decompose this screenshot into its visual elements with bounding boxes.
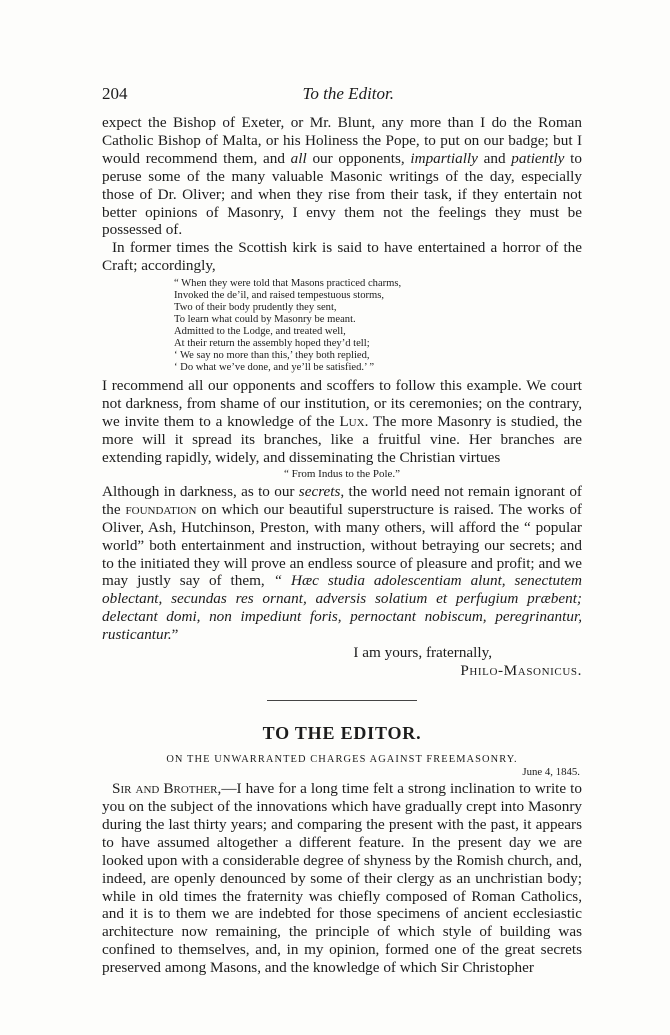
verse-line: ‘ Do what we’ve done, and ye’ll be satisfied.’ ” (174, 361, 375, 373)
letter1-paragraph-4 (102, 483, 582, 644)
verse-quotation (174, 278, 582, 373)
text-run: ” (171, 626, 179, 644)
running-head: To the Editor. (302, 84, 394, 103)
text-run: Lux (339, 413, 365, 431)
text-run: ,—I have for a long time felt a strong inclination to write to you on the subject of the innovations which have gradually crept into Masonry during the last thirty years; and comparing the present with the past, it appears to have assumed altogether a different feature. In the present day we are looked upon with a considerable degree of shyness by the Romish church, and, indeed, are openly denounced by some of their clergy as an unchristian body; while in old times the fraternity was chiefly composed of Roman Catholics, and it is to them we are indebted for those specimens of ancient ecclesiastic architecture now remaining, the principle of which style of building was confined to themselves, and, in my opinion, formed one of the great secrets preserved among Masons, and the knowledge of which Sir Christopher (102, 780, 582, 977)
text-run: foundation (125, 500, 197, 518)
letter-date: June 4, 1845. (522, 766, 580, 779)
text-run: our opponents, (306, 149, 411, 167)
text-run: secrets (298, 482, 341, 500)
text-run: on which our beautiful superstructure is raised. The works of Oliver, Ash, Hutchinson, Preston, with many others, will afford the “ popular world” both entertainment and instruction, without betraying our secrets; and to the initiated they will prove an endless source of pleasure and profit; and we may justly say of them, (102, 500, 582, 590)
verse-line: “ When they were told that Masons practiced charms, (174, 278, 402, 290)
letter1-paragraph-1 (102, 114, 582, 239)
page-header (102, 84, 582, 104)
signature: Philo-Masonicus. (460, 662, 582, 680)
verse-line: ‘ We say no more than this,’ they both replied, (174, 349, 370, 361)
text-run: to peruse some of the many valuable Masonic writings of the day, especially those of Dr. Oliver; and when they rise from their task, if they entertain not better opinions of Masonry, I envy them not the feelings they must be possessed of. (102, 149, 582, 239)
verse-line: At their return the assembly hoped they’d tell; (174, 337, 370, 349)
text-run: Although in darkness, as to our (102, 482, 299, 500)
text-run: patiently (511, 149, 565, 167)
section-title: TO THE EDITOR. (262, 723, 422, 744)
text-run: expect the Bishop of Exeter, or Mr. Blunt, any more than I do the Roman Catholic Bishop of Malta, or his Holiness the Pope, to put on our badge; but I would recommend them, and (102, 114, 582, 167)
sign-off: I am yours, fraternally, (353, 644, 492, 662)
verse-line: Admitted to the Lodge, and treated well, (174, 325, 346, 337)
verse-line: Two of their body prudently they sent, (174, 301, 337, 313)
section-subtitle: ON THE UNWARRANTED CHARGES AGAINST FREEMASONRY. (166, 754, 518, 766)
text-run: “ Hæc studia adolescentiam alunt, senectutem oblectant, secundas res ornant, adversis solatium et perfugium præbent; delectant domi, non impediunt foris, pernoctant nobiscum, peregrinantur, rusticantur. (102, 572, 582, 644)
section-divider (267, 700, 417, 701)
verse-line: Invoked the de’il, and raised tempestuous storms, (174, 290, 385, 302)
text-run: impartially (410, 149, 478, 167)
letter1-paragraph-3 (102, 377, 582, 467)
letter1-paragraph-2: In former times the Scottish kirk is said to have entertained a horror of the Craft; accordingly, (102, 239, 582, 275)
letter2-paragraph-1 (102, 780, 582, 977)
text-run: and (477, 149, 512, 167)
text-run: Sir and Brother (112, 780, 218, 798)
text-run: I recommend all our opponents and scoffers to follow this example. We court not darkness, from shame of our institution, or its ceremonies; on the contrary, we invite them to a knowledge of the (102, 377, 582, 431)
centered-quotation: “ From Indus to the Pole.” (283, 467, 401, 480)
text-run: . The more Masonry is studied, the more will it spread its branches, like a fruitful vine. Her branches are extending rapidly, widely, and disseminating the Christian virtues (102, 413, 583, 467)
text-run: , the world need not remain ignorant of the (102, 482, 582, 518)
verse-line: To learn what could by Masonry be meant. (174, 313, 356, 325)
text-run: all (290, 149, 307, 167)
page-number: 204 (102, 84, 128, 103)
